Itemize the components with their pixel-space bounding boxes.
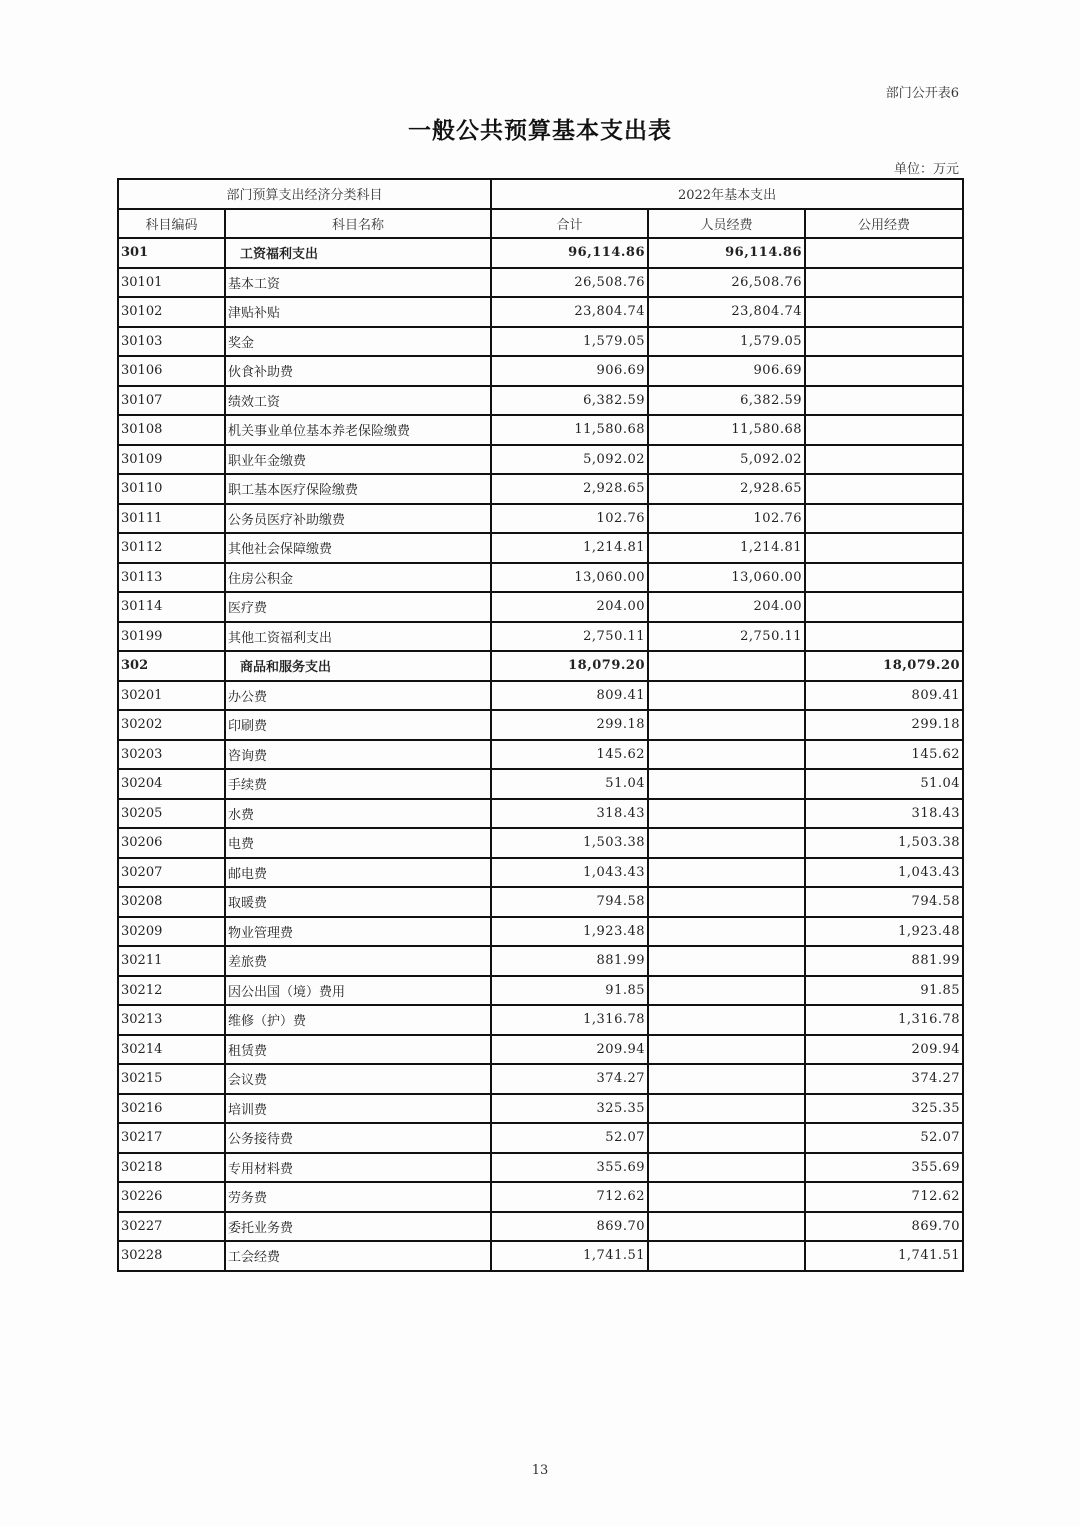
table-row [118, 445, 963, 475]
code-cell: 30202 [118, 710, 225, 740]
public-cell [805, 356, 963, 386]
public-cell: 51.04 [805, 769, 963, 799]
name-cell: 水费 [225, 799, 491, 829]
total-cell: 869.70 [491, 1212, 648, 1242]
total-cell: 1,503.38 [491, 828, 648, 858]
name-cell: 津贴补贴 [225, 297, 491, 327]
personnel-cell [648, 681, 805, 711]
name-cell: 差旅费 [225, 946, 491, 976]
public-cell [805, 415, 963, 445]
public-cell: 52.07 [805, 1123, 963, 1153]
personnel-cell: 26,508.76 [648, 268, 805, 298]
name-cell: 其他社会保障缴费 [225, 533, 491, 563]
code-cell: 301 [118, 238, 225, 268]
total-cell: 325.35 [491, 1094, 648, 1124]
code-cell: 30107 [118, 386, 225, 416]
name-cell: 绩效工资 [225, 386, 491, 416]
personnel-cell: 96,114.86 [648, 238, 805, 268]
code-cell: 30215 [118, 1064, 225, 1094]
personnel-cell: 2,928.65 [648, 474, 805, 504]
total-cell: 23,804.74 [491, 297, 648, 327]
table-row [118, 1035, 963, 1065]
public-cell: 712.62 [805, 1182, 963, 1212]
public-cell: 145.62 [805, 740, 963, 770]
code-cell: 30208 [118, 887, 225, 917]
total-cell: 1,741.51 [491, 1241, 648, 1271]
personnel-cell [648, 710, 805, 740]
personnel-cell [648, 651, 805, 681]
table-row [118, 415, 963, 445]
public-cell: 374.27 [805, 1064, 963, 1094]
name-cell: 办公费 [225, 681, 491, 711]
name-cell: 手续费 [225, 769, 491, 799]
public-cell [805, 563, 963, 593]
personnel-cell: 13,060.00 [648, 563, 805, 593]
code-cell: 30226 [118, 1182, 225, 1212]
category-row [118, 651, 963, 681]
name-cell: 劳务费 [225, 1182, 491, 1212]
name-cell: 医疗费 [225, 592, 491, 622]
header-public: 公用经费 [805, 209, 963, 239]
total-cell: 1,043.43 [491, 858, 648, 888]
table-row [118, 474, 963, 504]
public-cell [805, 297, 963, 327]
personnel-cell [648, 946, 805, 976]
personnel-cell [648, 828, 805, 858]
personnel-cell [648, 1182, 805, 1212]
name-cell: 住房公积金 [225, 563, 491, 593]
table-row [118, 1123, 963, 1153]
table-row [118, 681, 963, 711]
personnel-cell: 6,382.59 [648, 386, 805, 416]
name-cell: 维修（护）费 [225, 1005, 491, 1035]
code-cell: 30113 [118, 563, 225, 593]
personnel-cell [648, 917, 805, 947]
table-row [118, 887, 963, 917]
unit-label: 单位：万元 [893, 162, 959, 177]
name-cell: 机关事业单位基本养老保险缴费 [225, 415, 491, 445]
budget-table [117, 178, 964, 1272]
personnel-cell: 1,579.05 [648, 327, 805, 357]
header-personnel: 人员经费 [648, 209, 805, 239]
total-cell: 145.62 [491, 740, 648, 770]
personnel-cell: 23,804.74 [648, 297, 805, 327]
table-row [118, 592, 963, 622]
public-cell [805, 238, 963, 268]
code-cell: 30217 [118, 1123, 225, 1153]
name-cell: 咨询费 [225, 740, 491, 770]
total-cell: 906.69 [491, 356, 648, 386]
table-row [118, 799, 963, 829]
table-row [118, 769, 963, 799]
personnel-cell [648, 1241, 805, 1271]
total-cell: 318.43 [491, 799, 648, 829]
code-cell: 30109 [118, 445, 225, 475]
table-row [118, 976, 963, 1006]
header-group-basic-expenditure: 2022年基本支出 [491, 179, 963, 209]
name-cell: 奖金 [225, 327, 491, 357]
total-cell: 299.18 [491, 710, 648, 740]
name-cell: 商品和服务支出 [225, 651, 491, 681]
table-row [118, 1005, 963, 1035]
public-cell: 18,079.20 [805, 651, 963, 681]
public-cell [805, 268, 963, 298]
personnel-cell: 1,214.81 [648, 533, 805, 563]
name-cell: 会议费 [225, 1064, 491, 1094]
code-cell: 30207 [118, 858, 225, 888]
name-cell: 物业管理费 [225, 917, 491, 947]
public-cell: 869.70 [805, 1212, 963, 1242]
public-cell: 1,923.48 [805, 917, 963, 947]
personnel-cell: 102.76 [648, 504, 805, 534]
total-cell: 881.99 [491, 946, 648, 976]
table-row [118, 563, 963, 593]
public-cell [805, 445, 963, 475]
name-cell: 租赁费 [225, 1035, 491, 1065]
personnel-cell [648, 858, 805, 888]
public-cell: 355.69 [805, 1153, 963, 1183]
header-group-row [118, 179, 963, 209]
table-row [118, 504, 963, 534]
total-cell: 52.07 [491, 1123, 648, 1153]
code-cell: 30112 [118, 533, 225, 563]
code-cell: 30111 [118, 504, 225, 534]
total-cell: 809.41 [491, 681, 648, 711]
personnel-cell [648, 1094, 805, 1124]
code-cell: 30203 [118, 740, 225, 770]
table-row [118, 297, 963, 327]
table-row [118, 740, 963, 770]
public-cell [805, 474, 963, 504]
code-cell: 30214 [118, 1035, 225, 1065]
header-column-row [118, 209, 963, 239]
name-cell: 因公出国（境）费用 [225, 976, 491, 1006]
total-cell: 1,579.05 [491, 327, 648, 357]
total-cell: 374.27 [491, 1064, 648, 1094]
public-cell: 809.41 [805, 681, 963, 711]
table-row [118, 917, 963, 947]
table-row [118, 710, 963, 740]
code-cell: 30110 [118, 474, 225, 504]
code-cell: 30108 [118, 415, 225, 445]
code-cell: 30101 [118, 268, 225, 298]
category-row [118, 238, 963, 268]
public-cell: 1,503.38 [805, 828, 963, 858]
personnel-cell [648, 799, 805, 829]
total-cell: 1,316.78 [491, 1005, 648, 1035]
code-cell: 30227 [118, 1212, 225, 1242]
code-cell: 30103 [118, 327, 225, 357]
header-name: 科目名称 [225, 209, 491, 239]
public-cell [805, 592, 963, 622]
personnel-cell: 11,580.68 [648, 415, 805, 445]
table-row [118, 622, 963, 652]
personnel-cell: 204.00 [648, 592, 805, 622]
code-cell: 30199 [118, 622, 225, 652]
table-row [118, 386, 963, 416]
name-cell: 工资福利支出 [225, 238, 491, 268]
table-row [118, 1212, 963, 1242]
page-title: 一般公共预算基本支出表 [408, 117, 672, 144]
header-code: 科目编码 [118, 209, 225, 239]
table-row [118, 268, 963, 298]
total-cell: 26,508.76 [491, 268, 648, 298]
public-cell [805, 504, 963, 534]
page-number: 13 [531, 1463, 549, 1478]
code-cell: 30201 [118, 681, 225, 711]
total-cell: 5,092.02 [491, 445, 648, 475]
code-cell: 30212 [118, 976, 225, 1006]
personnel-cell [648, 1123, 805, 1153]
public-cell: 1,043.43 [805, 858, 963, 888]
total-cell: 1,923.48 [491, 917, 648, 947]
public-cell: 299.18 [805, 710, 963, 740]
name-cell: 工会经费 [225, 1241, 491, 1271]
name-cell: 取暖费 [225, 887, 491, 917]
table-row [118, 533, 963, 563]
code-cell: 30106 [118, 356, 225, 386]
name-cell: 公务员医疗补助缴费 [225, 504, 491, 534]
name-cell: 伙食补助费 [225, 356, 491, 386]
public-cell [805, 327, 963, 357]
public-cell: 209.94 [805, 1035, 963, 1065]
table-row [118, 946, 963, 976]
total-cell: 6,382.59 [491, 386, 648, 416]
personnel-cell [648, 1035, 805, 1065]
name-cell: 职业年金缴费 [225, 445, 491, 475]
total-cell: 96,114.86 [491, 238, 648, 268]
total-cell: 51.04 [491, 769, 648, 799]
total-cell: 204.00 [491, 592, 648, 622]
code-cell: 30209 [118, 917, 225, 947]
public-cell: 318.43 [805, 799, 963, 829]
table-row [118, 858, 963, 888]
name-cell: 基本工资 [225, 268, 491, 298]
name-cell: 专用材料费 [225, 1153, 491, 1183]
name-cell: 委托业务费 [225, 1212, 491, 1242]
header-group-economic-class: 部门预算支出经济分类科目 [118, 179, 491, 209]
total-cell: 209.94 [491, 1035, 648, 1065]
personnel-cell [648, 1064, 805, 1094]
name-cell: 电费 [225, 828, 491, 858]
code-cell: 30205 [118, 799, 225, 829]
code-cell: 30102 [118, 297, 225, 327]
table-row [118, 1182, 963, 1212]
personnel-cell [648, 976, 805, 1006]
code-cell: 30218 [118, 1153, 225, 1183]
total-cell: 18,079.20 [491, 651, 648, 681]
code-cell: 30213 [118, 1005, 225, 1035]
code-cell: 30211 [118, 946, 225, 976]
personnel-cell [648, 1212, 805, 1242]
name-cell: 职工基本医疗保险缴费 [225, 474, 491, 504]
public-cell: 325.35 [805, 1094, 963, 1124]
table-row [118, 1064, 963, 1094]
total-cell: 2,928.65 [491, 474, 648, 504]
public-cell: 1,741.51 [805, 1241, 963, 1271]
personnel-cell: 5,092.02 [648, 445, 805, 475]
total-cell: 102.76 [491, 504, 648, 534]
personnel-cell: 2,750.11 [648, 622, 805, 652]
code-cell: 302 [118, 651, 225, 681]
personnel-cell [648, 769, 805, 799]
public-cell [805, 386, 963, 416]
table-row [118, 1153, 963, 1183]
table-row [118, 828, 963, 858]
header-total: 合计 [491, 209, 648, 239]
table-row [118, 327, 963, 357]
public-cell: 881.99 [805, 946, 963, 976]
personnel-cell [648, 1005, 805, 1035]
name-cell: 邮电费 [225, 858, 491, 888]
public-cell: 91.85 [805, 976, 963, 1006]
table-row [118, 356, 963, 386]
table-row [118, 1241, 963, 1271]
code-cell: 30216 [118, 1094, 225, 1124]
personnel-cell [648, 740, 805, 770]
public-cell [805, 622, 963, 652]
name-cell: 其他工资福利支出 [225, 622, 491, 652]
total-cell: 712.62 [491, 1182, 648, 1212]
personnel-cell: 906.69 [648, 356, 805, 386]
name-cell: 培训费 [225, 1094, 491, 1124]
personnel-cell [648, 887, 805, 917]
total-cell: 2,750.11 [491, 622, 648, 652]
total-cell: 91.85 [491, 976, 648, 1006]
total-cell: 13,060.00 [491, 563, 648, 593]
code-cell: 30206 [118, 828, 225, 858]
table-row [118, 1094, 963, 1124]
code-cell: 30204 [118, 769, 225, 799]
total-cell: 794.58 [491, 887, 648, 917]
name-cell: 公务接待费 [225, 1123, 491, 1153]
total-cell: 11,580.68 [491, 415, 648, 445]
total-cell: 1,214.81 [491, 533, 648, 563]
public-cell: 1,316.78 [805, 1005, 963, 1035]
name-cell: 印刷费 [225, 710, 491, 740]
form-number: 部门公开表6 [885, 86, 959, 101]
public-cell: 794.58 [805, 887, 963, 917]
personnel-cell [648, 1153, 805, 1183]
public-cell [805, 533, 963, 563]
code-cell: 30114 [118, 592, 225, 622]
total-cell: 355.69 [491, 1153, 648, 1183]
code-cell: 30228 [118, 1241, 225, 1271]
